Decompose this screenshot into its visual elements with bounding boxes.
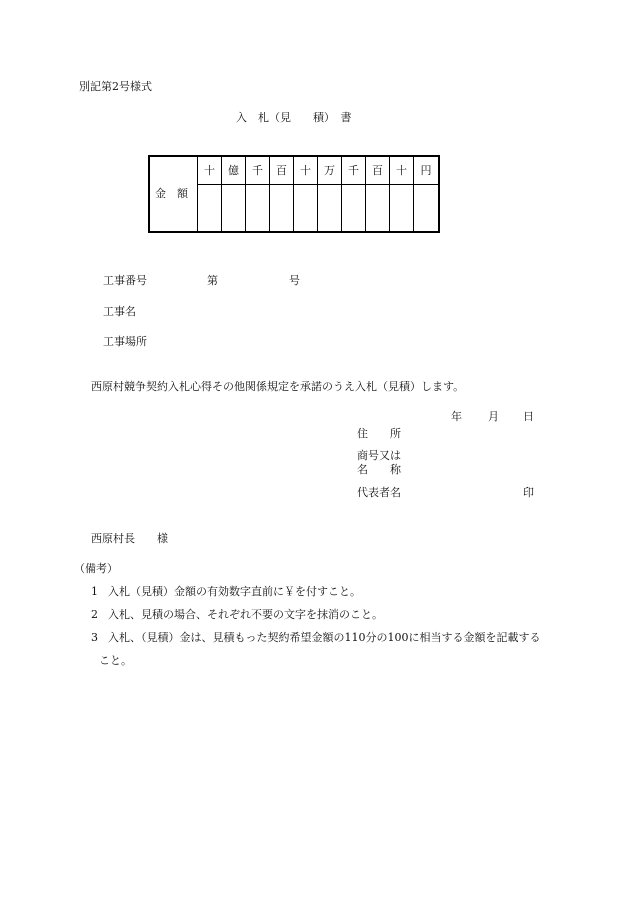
remark-1-text: 入札（見積）金額の有効数字直前に￥を付すこと。 — [108, 585, 361, 598]
amount-column — [198, 157, 222, 231]
work-place-label: 工事場所 — [103, 335, 147, 348]
representative-label: 代表者名 — [357, 486, 401, 499]
amount-unit-label: 千 — [342, 157, 365, 185]
amount-digit-cell[interactable] — [294, 185, 317, 231]
remark-3-text: 入札、（見積）金は、見積もった契約希望金額の110分の100に相当する金額を記載する — [108, 631, 541, 644]
remark-3-continuation: こと。 — [99, 654, 132, 667]
trade-name-label-2: 名 称 — [357, 463, 401, 476]
amount-digit-cell[interactable] — [414, 185, 438, 231]
amount-unit-label: 億 — [222, 157, 245, 185]
work-name-label: 工事名 — [103, 305, 136, 318]
amount-column — [246, 157, 270, 231]
date-year: 年 — [451, 410, 462, 423]
remark-2-text: 入札、見積の場合、それぞれ不要の文字を抹消のこと。 — [108, 608, 383, 621]
amount-digit-cell[interactable] — [246, 185, 269, 231]
amount-column — [342, 157, 366, 231]
amount-digit-cell[interactable] — [318, 185, 341, 231]
amount-column — [366, 157, 390, 231]
remark-1-num: 1 — [91, 585, 98, 598]
remark-3-num: 3 — [91, 631, 98, 644]
amount-digit-cell[interactable] — [270, 185, 293, 231]
form-id: 別記第2号様式 — [79, 80, 152, 93]
amount-digit-cell[interactable] — [366, 185, 389, 231]
amount-column — [414, 157, 438, 231]
amount-unit-label: 十 — [294, 157, 317, 185]
amount-unit-label: 円 — [414, 157, 438, 185]
amount-digit-cell[interactable] — [342, 185, 365, 231]
addressee: 西原村長 様 — [91, 532, 168, 545]
amount-unit-label: 百 — [366, 157, 389, 185]
document-title: 入 札（見 積） 書 — [236, 111, 352, 124]
amount-unit-label: 千 — [246, 157, 269, 185]
remarks-heading: （備考） — [74, 562, 118, 575]
amount-column — [318, 157, 342, 231]
remark-2-num: 2 — [91, 608, 98, 621]
date-day: 日 — [523, 410, 534, 423]
statement-text: 西原村競争契約入札心得その他関係規定を承諾のうえ入札（見積）します。 — [91, 380, 465, 393]
amount-digit-cell[interactable] — [390, 185, 413, 231]
amount-table — [148, 155, 440, 233]
amount-column — [222, 157, 246, 231]
work-number-prefix: 第 — [207, 274, 218, 287]
amount-digit-cell[interactable] — [198, 185, 221, 231]
work-number-suffix: 号 — [289, 274, 300, 287]
amount-unit-label: 万 — [318, 157, 341, 185]
seal-mark: 印 — [523, 486, 534, 499]
amount-unit-label: 十 — [198, 157, 221, 185]
amount-unit-label: 十 — [390, 157, 413, 185]
address-label: 住 所 — [357, 427, 401, 440]
date-month: 月 — [488, 410, 499, 423]
amount-column — [390, 157, 414, 231]
amount-unit-label: 百 — [270, 157, 293, 185]
amount-digit-cell[interactable] — [222, 185, 245, 231]
amount-label-cell — [150, 157, 198, 231]
amount-label: 金 額 — [155, 187, 188, 200]
work-number-label: 工事番号 — [103, 274, 147, 287]
amount-column — [270, 157, 294, 231]
amount-column — [294, 157, 318, 231]
trade-name-label-1: 商号又は — [357, 449, 401, 462]
